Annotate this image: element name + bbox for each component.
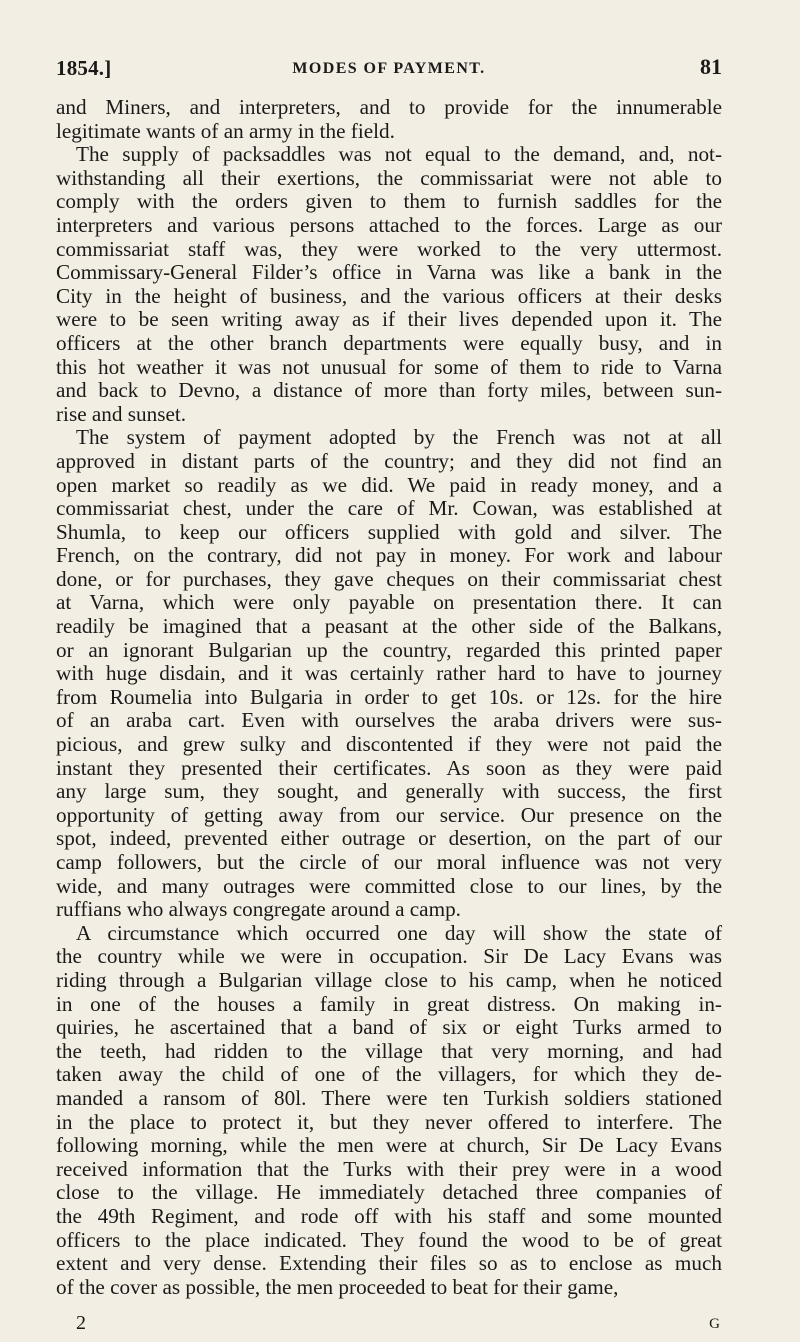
text-line: were to be seen writing away as if their lives depended upon it. The [56,307,722,332]
text-line: the 49th Regiment, and rode off with his staff and some mounted [56,1203,722,1228]
text-line: received information that the Turks with their prey were in a wood [56,1156,722,1181]
page-number: 81 [700,54,722,79]
text-line: French, on the contrary, did not pay in money. For work and labour [56,543,722,568]
body-text [56,96,722,1299]
paragraph [56,426,722,921]
paragraph [56,143,722,426]
signature-letter: G [709,1316,720,1332]
paragraph [56,922,722,1300]
text-line: taken away the child of one of the villagers, for which they de- [56,1062,722,1087]
text-line: open market so readily as we did. We paid in ready money, and a [56,472,722,497]
text-line: commissariat chest, under the care of Mr. Cowan, was established at [56,496,722,521]
text-line: with huge disdain, and it was certainly rather hard to have to journey [56,661,722,686]
text-line: withstanding all their exertions, the commissariat were not able to [56,165,722,190]
text-line: in the place to protect it, but they never offered to interfere. The [56,1109,722,1134]
text-line: opportunity of getting away from our service. Our presence on the [56,802,722,827]
text-line: of the cover as possible, the men proceeded to beat for their game, [56,1274,619,1299]
text-line: close to the village. He immediately detached three companies of [56,1180,722,1205]
text-line: or an ignorant Bulgarian up the country, regarded this printed paper [56,637,722,662]
running-head [56,50,722,80]
text-line: interpreters and various persons attached to the forces. Large as our [56,212,722,237]
text-line: City in the height of business, and the various officers at their desks [56,283,722,308]
text-line: from Roumelia into Bulgaria in order to get 10s. or 12s. for the hire [56,684,722,709]
text-line: manded a ransom of 80l. There were ten Turkish soldiers stationed [56,1085,722,1110]
text-line: The system of payment adopted by the French was not at all [76,425,722,450]
text-line: the teeth, had ridden to the village that very morning, and had [56,1038,722,1063]
text-line: at Varna, which were only payable on presentation there. It can [56,590,722,615]
text-line: picious, and grew sulky and discontented if they were not paid the [56,732,722,757]
text-line: in one of the houses a family in great distress. On making in- [56,991,722,1016]
text-line: of an araba cart. Even with ourselves the araba drivers were sus- [56,708,722,733]
text-line: spot, indeed, prevented either outrage or desertion, on the part of our [56,826,722,851]
text-line: comply with the orders given to them to furnish saddles for the [56,189,722,214]
text-line: Commissary-General Filder’s office in Varna was like a bank in the [56,260,722,285]
text-line: instant they presented their certificates. As soon as they were paid [56,755,722,780]
text-line: officers at the other branch departments were equally busy, and in [56,330,722,355]
header-title: MODES OF PAYMENT. [292,60,486,77]
text-line: the country while we were in occupation. Sir De Lacy Evans was [56,944,722,969]
signature-number: 2 [76,1312,86,1334]
text-line: The supply of packsaddles was not equal to the demand, and, not- [76,142,722,167]
text-line: done, or for purchases, they gave cheques on their commissariat chest [56,566,722,591]
text-line: quiries, he ascertained that a band of six or eight Turks armed to [56,1015,722,1040]
text-line: A circumstance which occurred one day will show the state of [76,920,722,945]
text-line: and Miners, and interpreters, and to provide for the innumerable [56,95,722,119]
text-line: legitimate wants of an army in the field. [56,118,395,143]
header-year: 1854.] [56,56,112,80]
text-line: officers to the place indicated. They found the wood to be of great [56,1227,722,1252]
text-line: following morning, while the men were at church, Sir De Lacy Evans [56,1133,722,1158]
text-line: camp followers, but the circle of our moral influence was not very [56,850,722,874]
text-line: rise and sunset. [56,401,187,426]
text-line: readily be imagined that a peasant at the other side of the Balkans, [56,614,722,639]
text-line: commissariat staff was, they were worked to the very uttermost. [56,236,722,261]
page-footer [76,1312,720,1336]
text-line: this hot weather it was not unusual for some of them to ride to Varna [56,354,722,379]
text-line: wide, and many outrages were committed close to our lines, by the [56,873,722,898]
text-line: approved in distant parts of the country; and they did not find an [56,448,722,473]
text-line: ruffians who always congregate around a camp. [56,897,461,922]
paragraph [56,96,722,143]
text-line: Shumla, to keep our officers supplied with gold and silver. The [56,519,722,544]
text-line: and back to Devno, a distance of more than forty miles, between sun- [56,378,722,403]
text-line: any large sum, they sought, and generally with success, the first [56,779,722,804]
text-line: riding through a Bulgarian village close to his camp, when he noticed [56,967,722,992]
text-line: extent and very dense. Extending their files so as to enclose as much [56,1251,722,1276]
